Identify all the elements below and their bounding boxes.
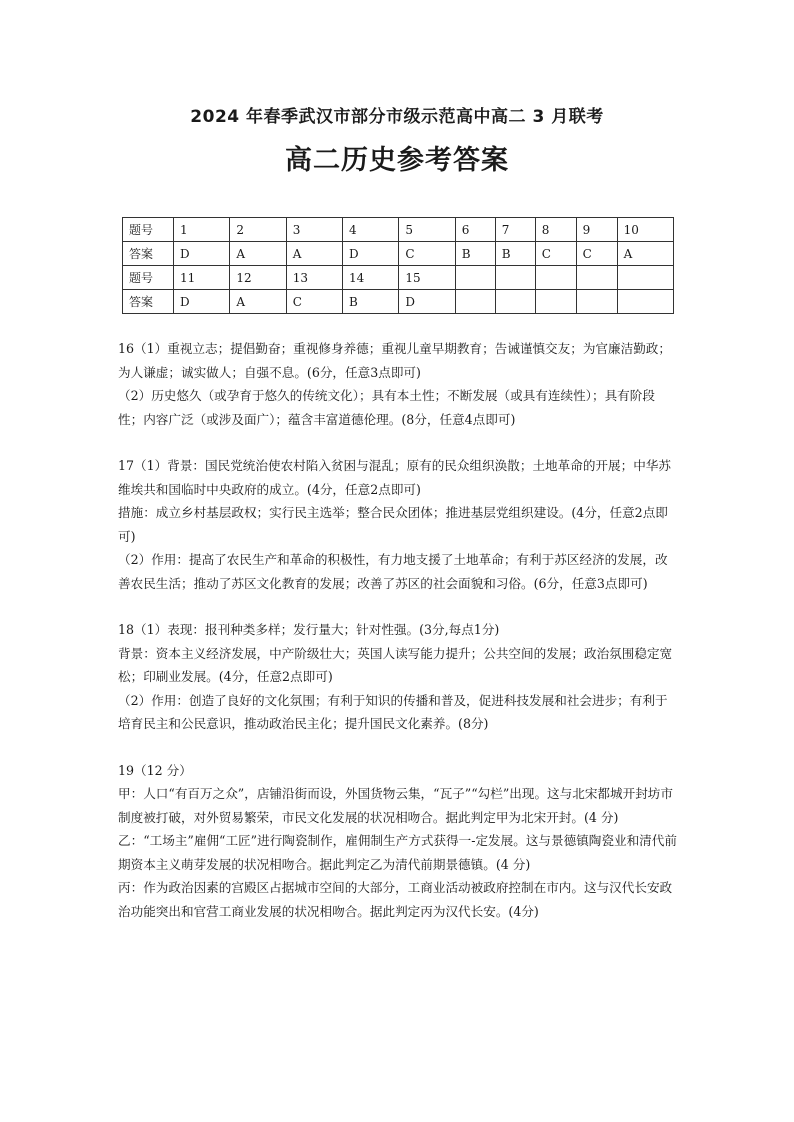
table-cell: C	[286, 290, 342, 314]
table-cell	[535, 290, 576, 314]
table-cell: 2	[230, 218, 286, 242]
table-cell	[455, 290, 495, 314]
row-label-question: 题号	[123, 218, 174, 242]
paragraph: 19（12 分）	[118, 762, 192, 778]
table-cell: D	[174, 242, 230, 266]
paragraph: 丙：作为政治因素的宫殿区占据城市空间的大部分，工商业活动被政府控制在市内。这与汉代长安政治功能突出和官营工商业发展的状况相吻合。据此判定丙为汉代长安。(4分)	[118, 880, 673, 919]
row-label-question: 题号	[123, 266, 174, 290]
table-cell: A	[230, 242, 286, 266]
table-cell: 10	[617, 218, 673, 242]
table-cell: C	[576, 242, 617, 266]
exam-subtitle: 2024 年春季武汉市部分市级示范高中高二 3 月联考	[190, 107, 604, 127]
table-cell: 6	[455, 218, 495, 242]
row-label-answer: 答案	[123, 242, 174, 266]
table-cell: D	[399, 290, 455, 314]
table-cell: 5	[399, 218, 455, 242]
table-row	[123, 290, 674, 314]
table-cell: 7	[495, 218, 535, 242]
table-cell: 4	[343, 218, 399, 242]
paragraph: （2）历史悠久（或孕育于悠久的传统文化）；具有本土性；不断发展（或具有连续性）；具有阶段性；内容广泛（或涉及面广）；蕴含丰富道德伦理。(8分，任意4点即可)	[118, 388, 655, 427]
table-cell: B	[343, 290, 399, 314]
answer-19	[118, 759, 678, 924]
table-cell	[495, 290, 535, 314]
table-cell: 14	[343, 266, 399, 290]
paragraph: 17（1）背景：国民党统治使农村陷入贫困与混乱；原有的民众组织涣散；土地革命的开展；中华苏维埃共和国临时中央政府的成立。(4分，任意2点即可)	[118, 458, 671, 497]
table-cell: 11	[174, 266, 230, 290]
paragraph: （2）作用：创造了良好的文化氛围；有利于知识的传播和普及，促进科技发展和社会进步；有利于培育民主和公民意识，推动政治民主化；提升国民文化素养。(8分)	[118, 692, 668, 731]
table-cell	[495, 266, 535, 290]
row-label-answer: 答案	[123, 290, 174, 314]
answer-body	[118, 337, 678, 923]
table-row	[123, 218, 674, 242]
table-cell: A	[230, 290, 286, 314]
answer-18	[118, 618, 678, 736]
table-cell: 9	[576, 218, 617, 242]
paragraph: （2）作用：提高了农民生产和革命的积极性，有力地支援了土地革命；有利于苏区经济的发展，改善农民生活；推动了苏区文化教育的发展；改善了苏区的社会面貌和习俗。(6分，任意3点即可)	[118, 552, 668, 591]
answer-16	[118, 337, 678, 431]
table-cell: D	[343, 242, 399, 266]
table-cell: 3	[286, 218, 342, 242]
table-cell	[576, 290, 617, 314]
table-cell: 13	[286, 266, 342, 290]
paragraph: 甲：人口“有百万之众”，店铺沿街而设，外国货物云集，“瓦子”“勾栏”出现。这与北宋都城开封坊市制度被打破，对外贸易繁荣，市民文化发展的状况相吻合。据此判定甲为北宋开封。(4 分)	[118, 786, 673, 825]
table-row	[123, 242, 674, 266]
table-cell: D	[174, 290, 230, 314]
answer-table	[122, 217, 674, 314]
table-cell: C	[535, 242, 576, 266]
page-title: 高二历史参考答案	[285, 145, 509, 176]
table-cell	[535, 266, 576, 290]
table-cell	[617, 290, 673, 314]
paragraph: 措施：成立乡村基层政权；实行民主选举；整合民众团体；推进基层党组织建设。(4分，任意2点即可)	[118, 505, 668, 544]
table-cell: 8	[535, 218, 576, 242]
table-cell: A	[286, 242, 342, 266]
table-cell	[617, 266, 673, 290]
table-cell: B	[495, 242, 535, 266]
paragraph: 18（1）表现：报刊种类多样；发行量大；针对性强。(3分,每点1分)	[118, 622, 500, 637]
table-row	[123, 266, 674, 290]
paragraph: 乙：“工场主”雇佣“工匠”进行陶瓷制作，雇佣制生产方式获得一-定发展。这与景德镇陶瓷业和清代前期资本主义萌芽发展的状况相吻合。据此判定乙为清代前期景德镇。(4 分)	[118, 833, 677, 872]
table-cell: B	[455, 242, 495, 266]
paragraph: 16（1）重视立志；提倡勤奋；重视修身养德；重视儿童早期教育；告诫谨慎交友；为官廉洁勤政；为人谦虚；诚实做人；自强不息。(6分，任意3点即可)	[118, 341, 671, 380]
table-cell: C	[399, 242, 455, 266]
answer-17	[118, 454, 678, 595]
table-cell: 12	[230, 266, 286, 290]
table-cell: 15	[399, 266, 455, 290]
paragraph: 背景：资本主义经济发展，中产阶级壮大；英国人读写能力提升；公共空间的发展；政治氛围稳定宽松；印刷业发展。(4分，任意2点即可)	[118, 645, 673, 684]
table-cell	[576, 266, 617, 290]
table-cell	[455, 266, 495, 290]
table-cell: A	[617, 242, 673, 266]
table-cell: 1	[174, 218, 230, 242]
